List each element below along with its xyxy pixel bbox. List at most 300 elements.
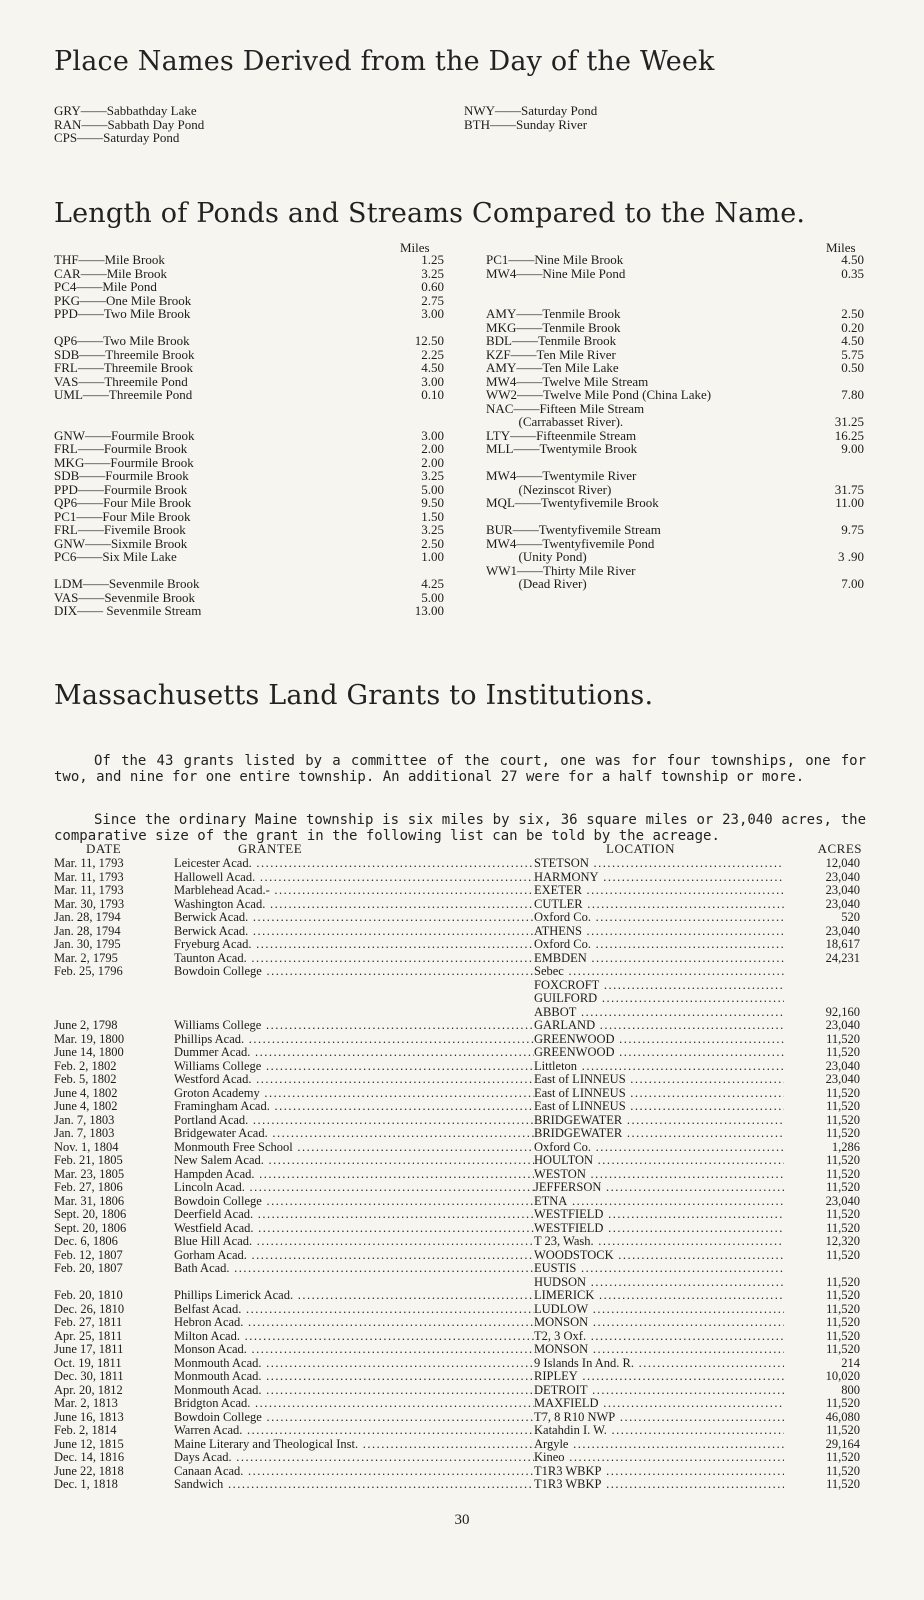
grant-row [54, 857, 866, 871]
grant-row [54, 884, 866, 898]
grant-location [534, 965, 784, 979]
day-name-item: NWY——Saturday Pond [464, 103, 598, 118]
grant-acres: 214 [841, 1355, 860, 1370]
length-row [54, 415, 444, 429]
grant-grantee [174, 1478, 534, 1492]
grant-location [534, 1046, 784, 1060]
grant-location-text: FOXCROFT ..... [534, 979, 784, 992]
grant-grantee [174, 965, 534, 979]
grant-grantee [174, 1168, 534, 1182]
length-name: VAS——Threemile Pond [54, 373, 188, 389]
grant-row [54, 1357, 866, 1371]
grant-grantee-text: Bowdoin College ..... [174, 965, 534, 978]
grant-acres: 11,520 [826, 1315, 860, 1329]
grant-grantee [174, 925, 534, 939]
grants-table [54, 857, 866, 1492]
grant-grantee [174, 1451, 534, 1465]
grant-acres: 11,520 [826, 1423, 860, 1437]
grant-row [54, 1438, 866, 1452]
grant-location [534, 1168, 784, 1182]
length-miles: 3 .90 [838, 549, 864, 564]
grant-acres: 23,040 [825, 1058, 860, 1073]
grant-grantee-text: Washington Acad. ..... [174, 898, 534, 911]
grant-location-text: MONSON ..... [534, 1343, 784, 1356]
length-row [54, 334, 444, 348]
grant-grantee-text: Westfield Acad. ..... [174, 1222, 534, 1235]
grant-date: Feb. 5, 1802 [54, 1072, 117, 1086]
grant-date: Dec. 1, 1818 [54, 1477, 118, 1491]
length-name: FRL——Threemile Brook [54, 360, 194, 375]
length-name: (Dead River) [486, 576, 587, 591]
day-names-left-list [54, 104, 204, 145]
grant-date: Jan. 7, 1803 [54, 1112, 115, 1127]
grant-acres: 11,520 [826, 1207, 860, 1221]
length-name: MKG——Tenmile Brook [486, 319, 621, 335]
header-acres: ACRES [817, 841, 862, 856]
length-name [486, 280, 804, 294]
grant-acres: 18,617 [825, 937, 860, 951]
length-name: SDB——Threemile Brook [54, 346, 195, 362]
length-row [54, 496, 444, 510]
grant-location [534, 1289, 784, 1303]
length-name: KZF——Ten Mile River [486, 346, 616, 362]
grant-row [54, 898, 866, 912]
lengths-left-table [54, 253, 444, 618]
length-miles [384, 321, 444, 335]
length-miles: 2.50 [841, 306, 864, 321]
length-name: QP6——Four Mile Brook [54, 495, 192, 510]
day-name-item: CPS——Saturday Pond [54, 130, 180, 145]
grant-location [534, 1235, 784, 1249]
grant-date: June 14, 1800 [54, 1045, 124, 1059]
grant-location [534, 898, 784, 912]
grant-acres: 11,520 [826, 1031, 860, 1046]
grant-location-text: GUILFORD ..... [534, 992, 784, 1005]
length-name: PC4——Mile Pond [54, 279, 157, 294]
length-name: PC1——Nine Mile Brook [486, 252, 624, 267]
grant-location-text: JEFFERSON ..... [534, 1181, 784, 1194]
length-miles: 4.50 [841, 252, 864, 267]
grant-grantee [174, 1438, 534, 1452]
grant-grantee [174, 1316, 534, 1330]
grant-date: June 2, 1798 [54, 1018, 118, 1032]
grant-location-text: Sebec ..... [534, 965, 784, 978]
grant-row [54, 1397, 866, 1411]
title-day-of-week: Place Names Derived from the Day of the Week [54, 46, 715, 77]
length-row [486, 577, 864, 591]
grant-location [534, 1208, 784, 1222]
length-row [54, 523, 444, 537]
grant-location-text: DETROIT ..... [534, 1384, 784, 1397]
grant-location-text: ATHENS ..... [534, 925, 784, 938]
grant-grantee-text: Monmouth Acad. ..... [174, 1370, 534, 1383]
grant-location [534, 938, 784, 952]
length-name: SDB——Fourmile Brook [54, 468, 189, 483]
length-miles [804, 280, 864, 294]
length-miles: 7.00 [841, 576, 864, 591]
grant-acres: 11,520 [826, 1247, 860, 1262]
grant-row [54, 1073, 866, 1087]
grant-location [534, 1087, 784, 1101]
length-row [54, 402, 444, 416]
length-miles: 2.50 [421, 535, 444, 551]
grant-location-text: MONSON ..... [534, 1316, 784, 1329]
length-miles: 9.00 [841, 441, 864, 456]
grant-location [534, 1154, 784, 1168]
length-name: PKG——One Mile Brook [54, 292, 192, 308]
grant-acres: 10,020 [825, 1369, 860, 1383]
grant-row [54, 1343, 866, 1357]
length-row [486, 267, 864, 281]
grant-date: Dec. 30, 1811 [54, 1369, 124, 1383]
grant-date: Mar. 19, 1800 [54, 1031, 125, 1046]
grant-row [54, 952, 866, 966]
grant-grantee [174, 1100, 534, 1114]
length-miles [804, 294, 864, 308]
grant-location-text: CUTLER ..... [534, 898, 784, 911]
grant-grantee-text: Milton Acad. ..... [174, 1330, 534, 1343]
grant-date: Feb. 21, 1805 [54, 1153, 123, 1167]
grant-row [54, 1330, 866, 1344]
length-name: (Unity Pond) [486, 549, 587, 564]
length-row [54, 469, 444, 483]
grant-location [534, 1384, 784, 1398]
grant-acres: 11,520 [826, 1099, 860, 1113]
length-name: (Nezinscot River) [486, 481, 612, 497]
length-name: FRL——Fourmile Brook [54, 441, 188, 456]
length-miles: 31.25 [834, 414, 864, 429]
grant-date: Jan. 28, 1794 [54, 910, 121, 924]
grant-row [54, 1289, 866, 1303]
grant-location [534, 1060, 784, 1074]
grant-grantee [174, 1343, 534, 1357]
grant-row [54, 1384, 866, 1398]
length-row [486, 523, 864, 537]
length-name: MLL——Twentymile Brook [486, 441, 638, 456]
grant-row [54, 1181, 866, 1195]
day-name-item: BTH——Sunday River [464, 116, 588, 132]
grant-grantee [174, 898, 534, 912]
length-miles [804, 537, 864, 551]
length-miles: 3.00 [421, 427, 444, 443]
length-name: DIX—— Sevenmile Stream [54, 603, 202, 618]
grant-date: Sept. 20, 1806 [54, 1207, 127, 1221]
grant-location-text: ETNA ..... [534, 1195, 784, 1208]
grant-grantee [174, 1370, 534, 1384]
length-miles [804, 469, 864, 483]
grant-grantee [174, 1073, 534, 1087]
page-number: 30 [454, 1512, 470, 1528]
grant-location-text: Littleton ..... [534, 1060, 784, 1073]
length-row [486, 280, 864, 294]
grant-row [54, 1276, 866, 1290]
grant-grantee [174, 1087, 534, 1101]
length-row [54, 483, 444, 497]
grant-acres: 23,040 [825, 896, 860, 911]
grant-grantee-text: Canaan Acad. ..... [174, 1465, 534, 1478]
grant-location-text: Argyle ..... [534, 1438, 784, 1451]
grant-row [54, 1141, 866, 1155]
length-name: THF——Mile Brook [54, 252, 165, 267]
length-name: LTY——Fifteenmile Stream [486, 427, 637, 443]
length-miles: 0.10 [421, 387, 444, 402]
grant-date: Nov. 1, 1804 [54, 1139, 119, 1154]
grant-location [534, 1006, 784, 1020]
grant-acres: 11,520 [826, 1180, 860, 1194]
grant-location-text: GREENWOOD ..... [534, 1046, 784, 1059]
grant-row [54, 1046, 866, 1060]
grant-acres: 46,080 [825, 1409, 860, 1424]
grant-acres: 23,040 [825, 1072, 860, 1086]
grant-grantee-text: Bridgton Acad. ..... [174, 1397, 534, 1410]
length-miles: 1.50 [421, 508, 444, 524]
grant-date: Dec. 26, 1810 [54, 1301, 125, 1316]
grant-row [54, 1060, 866, 1074]
length-miles [384, 402, 444, 416]
grant-grantee [174, 1424, 534, 1438]
length-name: WW1——Thirty Mile River [486, 562, 636, 578]
grant-location-text: WESTFIELD ..... [534, 1222, 784, 1235]
grant-location-text: T2, 3 Oxf. ..... [534, 1330, 784, 1343]
length-miles: 3.25 [421, 265, 444, 281]
grant-acres: 11,520 [826, 1477, 860, 1491]
grant-location-text: WESTFIELD ..... [534, 1208, 784, 1221]
grant-grantee [174, 1060, 534, 1074]
grant-location-text: EMBDEN ..... [534, 952, 784, 965]
length-row [486, 496, 864, 510]
grant-row [54, 1451, 866, 1465]
miles-header-right: Miles [826, 240, 856, 255]
length-name: MW4——Twentyfivemile Pond [486, 535, 655, 551]
length-name: AMY——Ten Mile Lake [486, 360, 619, 375]
grant-location-text: Oxford Co. ..... [534, 938, 784, 951]
grant-acres: 12,320 [825, 1234, 860, 1248]
grant-date: Feb. 12, 1807 [54, 1247, 123, 1262]
grant-grantee-text: Maine Literary and Theological Inst. ..... [174, 1438, 534, 1451]
length-miles [384, 415, 444, 429]
length-miles: 16.25 [834, 427, 864, 443]
length-miles: 4.50 [841, 333, 864, 348]
grant-location [534, 1249, 784, 1263]
length-row [486, 510, 864, 524]
grant-grantee-text: Hebron Acad. ..... [174, 1316, 534, 1329]
grant-date: June 22, 1818 [54, 1463, 124, 1478]
length-name: PC1——Four Mile Brook [54, 508, 191, 524]
title-land-grants: Massachusetts Land Grants to Institutions. [54, 680, 654, 711]
grant-grantee-text: Sandwich ..... [174, 1478, 534, 1491]
grant-location-text: RIPLEY ..... [534, 1370, 784, 1383]
grant-location [534, 1195, 784, 1209]
length-miles: 3.00 [421, 373, 444, 389]
length-name: NAC——Fifteen Mile Stream [486, 400, 645, 416]
grant-grantee [174, 884, 534, 898]
grant-row [54, 1262, 866, 1276]
length-name: LDM——Sevenmile Brook [54, 576, 200, 591]
length-name: GNW——Sixmile Brook [54, 535, 188, 551]
length-miles: 31.75 [834, 481, 864, 497]
grant-grantee-text: Gorham Acad. ..... [174, 1249, 534, 1262]
length-miles: 4.50 [421, 360, 444, 375]
grant-row [54, 1019, 866, 1033]
length-miles [804, 456, 864, 470]
grant-date: Sept. 20, 1806 [54, 1220, 127, 1235]
length-row [486, 361, 864, 375]
grant-location-text: HUDSON ..... [534, 1276, 784, 1289]
grant-grantee [174, 1141, 534, 1155]
grant-date: Apr. 25, 1811 [54, 1328, 123, 1343]
grant-grantee [174, 1289, 534, 1303]
grant-grantee [174, 1235, 534, 1249]
grant-location-text: East of LINNEUS ..... [534, 1073, 784, 1086]
grant-date: June 4, 1802 [54, 1085, 118, 1100]
grant-grantee-text: Marblehead Acad.- ..... [174, 884, 534, 897]
length-row [54, 348, 444, 362]
grant-date: Feb. 20, 1810 [54, 1288, 123, 1302]
length-row [486, 348, 864, 362]
length-miles [804, 375, 864, 389]
length-name: GNW——Fourmile Brook [54, 427, 195, 443]
length-name: PC6——Six Mile Lake [54, 549, 177, 564]
grant-grantee-text: Berwick Acad. ..... [174, 911, 534, 924]
length-miles: 0.50 [841, 360, 864, 375]
grant-location [534, 871, 784, 885]
grant-row [54, 1127, 866, 1141]
grant-location-text: GARLAND ..... [534, 1019, 784, 1032]
grant-row [54, 1114, 866, 1128]
length-miles: 5.00 [421, 589, 444, 605]
grant-grantee [174, 1249, 534, 1263]
grant-acres: 11,520 [826, 1342, 860, 1356]
grant-grantee [174, 938, 534, 952]
grant-location-text: ABBOT ..... [534, 1006, 784, 1019]
grant-grantee-text: Fryeburg Acad. ..... [174, 938, 534, 951]
grant-location-text: WOODSTOCK ..... [534, 1249, 784, 1262]
length-row [54, 253, 444, 267]
grant-grantee-text: Portland Acad. ..... [174, 1114, 534, 1127]
grant-acres: 11,520 [826, 1288, 860, 1302]
grant-row [54, 1033, 866, 1047]
grant-grantee-text: Blue Hill Acad. ..... [174, 1235, 534, 1248]
grant-acres: 11,520 [826, 1274, 860, 1289]
day-names-right-list [464, 104, 597, 131]
grant-acres: 11,520 [826, 1166, 860, 1181]
grant-grantee-text: Williams College ..... [174, 1019, 534, 1032]
grant-location [534, 1141, 784, 1155]
length-row [54, 321, 444, 335]
grant-date: June 4, 1802 [54, 1099, 118, 1113]
length-miles: 3.25 [421, 468, 444, 483]
grant-location [534, 1330, 784, 1344]
grant-row [54, 965, 866, 979]
length-miles: 1.25 [421, 252, 444, 267]
grant-date: Dec. 14, 1816 [54, 1450, 125, 1464]
grant-location [534, 1357, 784, 1371]
grant-grantee [174, 1195, 534, 1209]
grant-grantee [174, 1357, 534, 1371]
grant-acres: 800 [841, 1382, 860, 1397]
grant-acres: 11,520 [826, 1126, 860, 1140]
grant-acres: 1,286 [831, 1139, 860, 1154]
grant-location [534, 952, 784, 966]
grant-location [534, 1478, 784, 1492]
grant-grantee [174, 1262, 534, 1276]
grant-grantee-text: Monmouth Acad. ..... [174, 1357, 534, 1370]
grant-grantee-text: Bath Acad. ..... [174, 1262, 534, 1275]
header-grantee: GRANTEE [238, 841, 303, 856]
grant-location-text: WESTON ..... [534, 1168, 784, 1181]
length-name: (Carrabasset River). [486, 414, 624, 429]
grant-date: Mar. 23, 1805 [54, 1166, 125, 1181]
grant-date: Dec. 6, 1806 [54, 1234, 118, 1248]
grant-grantee [174, 1465, 534, 1479]
grant-date: Apr. 20, 1812 [54, 1382, 123, 1397]
grant-location-text: Oxford Co. ..... [534, 911, 784, 924]
grant-acres: 11,520 [826, 1450, 860, 1464]
grant-location [534, 1019, 784, 1033]
length-row [486, 388, 864, 402]
grant-grantee-text: Berwick Acad. ..... [174, 925, 534, 938]
grant-date: Feb. 2, 1814 [54, 1423, 117, 1437]
length-row [486, 429, 864, 443]
grant-grantee-text: Bowdoin College ..... [174, 1411, 534, 1424]
grant-location [534, 1343, 784, 1357]
length-miles [804, 402, 864, 416]
grant-grantee-text: Taunton Acad. ..... [174, 952, 534, 965]
length-row [54, 294, 444, 308]
length-miles: 5.75 [841, 346, 864, 362]
length-row [54, 537, 444, 551]
grant-location [534, 884, 784, 898]
grant-row [54, 925, 866, 939]
grant-location-text: EUSTIS ..... [534, 1262, 784, 1275]
length-row [486, 321, 864, 335]
grant-grantee [174, 1384, 534, 1398]
length-name: PPD——Two Mile Brook [54, 306, 191, 321]
length-row [54, 577, 444, 591]
grant-grantee-text: Framingham Acad. ..... [174, 1100, 534, 1113]
grant-row [54, 1208, 866, 1222]
length-row [486, 253, 864, 267]
grant-date: Feb. 25, 1796 [54, 964, 123, 978]
grant-acres: 11,520 [826, 1463, 860, 1478]
grant-location [534, 1370, 784, 1384]
length-name: MW4——Nine Mile Pond [486, 265, 626, 281]
length-row [54, 591, 444, 605]
grant-date: Mar. 11, 1793 [54, 869, 124, 884]
length-row [54, 456, 444, 470]
grant-grantee [174, 857, 534, 871]
grant-date: Jan. 28, 1794 [54, 923, 121, 938]
grant-grantee-text: Monmouth Acad. ..... [174, 1384, 534, 1397]
length-name: AMY——Tenmile Brook [486, 306, 621, 321]
grant-row [54, 1303, 866, 1317]
length-name: WW2——Twelve Mile Pond (China Lake) [486, 387, 712, 402]
grant-date: Jan. 30, 1795 [54, 937, 121, 951]
grant-location [534, 911, 784, 925]
length-miles: 2.75 [421, 292, 444, 308]
grant-acres: 11,520 [826, 1085, 860, 1100]
grant-location [534, 1303, 784, 1317]
grant-grantee [174, 1154, 534, 1168]
length-row [54, 604, 444, 618]
grant-grantee [174, 1303, 534, 1317]
length-miles: 4.25 [421, 576, 444, 591]
lengths-right-table [486, 253, 864, 591]
length-miles: 11.00 [835, 495, 864, 510]
grant-date: Feb. 2, 1802 [54, 1058, 117, 1073]
grant-location [534, 1424, 784, 1438]
length-name [486, 510, 804, 524]
